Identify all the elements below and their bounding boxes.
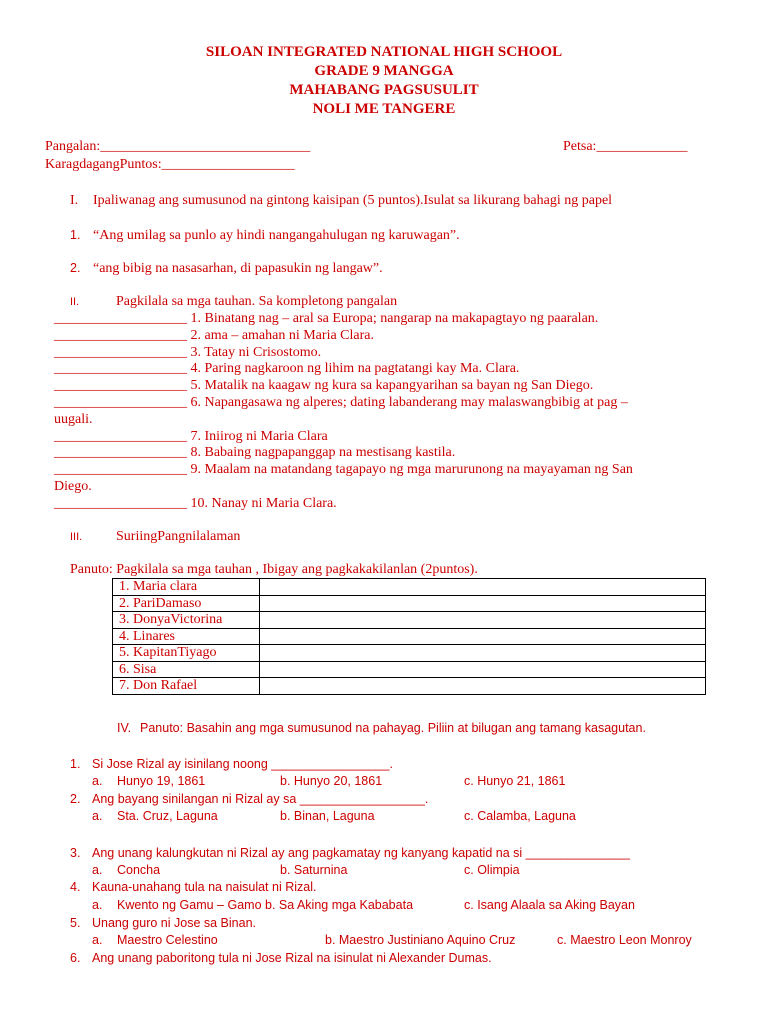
answer-cell[interactable] — [260, 678, 706, 695]
question — [70, 792, 428, 806]
identification-line: ___________________ 5. Matalik na kaagaw ng kura sa kapangyarihan sa bayan ng San Diego. — [54, 378, 594, 393]
table-row — [113, 595, 706, 612]
answer-cell[interactable] — [260, 595, 706, 612]
identification-line: ___________________ 3. Tatay ni Crisostomo. — [54, 345, 322, 360]
section1-item — [70, 261, 383, 277]
choice-letter: a. — [92, 809, 103, 823]
section1-item — [70, 228, 460, 244]
section1-numeral: I. — [70, 193, 79, 208]
question — [70, 916, 256, 930]
section4-instruction: Panuto: Basahin ang mga sumusunod na pahayag. Piliin at bilugan ang tamang kasagutan. — [140, 721, 646, 735]
question-number: 6. — [70, 951, 81, 965]
section3-title: SuriingPangnilalaman — [116, 529, 241, 544]
identification-line-continued: uugali. — [54, 412, 93, 427]
question — [70, 757, 393, 771]
section3-numeral: III. — [70, 531, 83, 543]
question-text: Si Jose Rizal ay isinilang noong _________________. — [92, 757, 393, 771]
choice-a[interactable]: Sta. Cruz, Laguna — [117, 809, 218, 823]
name-field: Pangalan:______________________________ — [45, 139, 311, 154]
question-text: Kauna-unahang tula na naisulat ni Rizal. — [92, 880, 317, 894]
choice-letter: a. — [92, 933, 103, 947]
character-table — [112, 578, 706, 695]
answer-cell[interactable] — [260, 661, 706, 678]
question-text: Ang unang kalungkutan ni Rizal ay ang pagkamatay ng kanyang kapatid na si _______________ — [92, 846, 630, 860]
character-name: 6. Sisa — [113, 661, 260, 678]
section4-numeral: IV. — [117, 721, 132, 735]
question — [70, 880, 316, 894]
identification-line: ___________________ 10. Nanay ni Maria Clara. — [54, 496, 337, 511]
choice-c[interactable]: c. Calamba, Laguna — [464, 809, 576, 823]
grade-section: GRADE 9 MANGGA — [314, 63, 454, 79]
choice-a-b[interactable]: Kwento ng Gamu – Gamo b. Sa Aking mga Kababata — [117, 898, 414, 912]
table-row — [113, 678, 706, 695]
identification-line: ___________________ 2. ama – amahan ni Maria Clara. — [54, 328, 374, 343]
table-row — [113, 628, 706, 645]
choice-c[interactable]: c. Maestro Leon Monroy — [557, 933, 692, 947]
question-number: 5. — [70, 916, 81, 930]
choice-letter: a. — [92, 863, 103, 877]
identification-line: ___________________ 7. Iniirog ni Maria Clara — [54, 429, 328, 444]
choice-b[interactable]: b. Hunyo 20, 1861 — [280, 774, 383, 788]
choice-c[interactable]: c. Hunyo 21, 1861 — [464, 774, 566, 788]
choice-c[interactable]: c. Olimpia — [464, 863, 520, 877]
identification-line: ___________________ 9. Maalam na matandang tagapayo ng mga marurunong na mayayaman ng San — [54, 462, 633, 477]
choice-letter: a. — [92, 898, 103, 912]
identification-line: ___________________ 6. Napangasawa ng alperes; dating labanderang may malaswangbibig at pag – — [54, 395, 628, 410]
item-text: “Ang umilag sa punlo ay hindi nangangahulugan ng karuwagan”. — [93, 228, 460, 243]
character-name: 4. Linares — [113, 628, 260, 645]
choice-b[interactable]: b. Saturnina — [280, 863, 348, 877]
question-text: Ang bayang sinilangan ni Rizal ay sa __________________. — [92, 792, 429, 806]
question-text: Ang unang paboritong tula ni Jose Rizal na isinulat ni Alexander Dumas. — [92, 951, 492, 965]
identification-line: ___________________ 4. Paring nagkaroon ng lihim na pagtatangi kay Ma. Clara. — [54, 361, 520, 376]
subject-title: NOLI ME TANGERE — [312, 101, 456, 117]
question — [70, 846, 630, 860]
question-number: 3. — [70, 846, 81, 860]
question-number: 1. — [70, 757, 81, 771]
table-row — [113, 612, 706, 629]
school-name: SILOAN INTEGRATED NATIONAL HIGH SCHOOL — [205, 44, 563, 60]
question-text: Unang guro ni Jose sa Binan. — [92, 916, 256, 930]
section2-instruction: Pagkilala sa mga tauhan. Sa kompletong pangalan — [116, 294, 398, 309]
table-row — [113, 579, 706, 596]
date-field: Petsa:_____________ — [563, 139, 688, 154]
character-name: 1. Maria clara — [113, 579, 260, 596]
identification-line: ___________________ 1. Binatang nag – aral sa Europa; nangarap na makapagtayo ng paaralan. — [54, 311, 599, 326]
item-text: “ang bibig na nasasarhan, di papasukin ng langaw”. — [93, 261, 383, 276]
choice-a[interactable]: Hunyo 19, 1861 — [117, 774, 206, 788]
table-row — [113, 645, 706, 662]
character-name: 2. PariDamaso — [113, 595, 260, 612]
extra-points-field: KaragdagangPuntos:___________________ — [45, 157, 295, 172]
answer-cell[interactable] — [260, 628, 706, 645]
character-name: 5. KapitanTiyago — [113, 645, 260, 662]
choice-a[interactable]: Maestro Celestino — [117, 933, 218, 947]
section2-numeral: II. — [70, 296, 80, 308]
question — [70, 951, 492, 965]
choice-b[interactable]: b. Maestro Justiniano Aquino Cruz — [325, 933, 516, 947]
answer-cell[interactable] — [260, 579, 706, 596]
choice-c[interactable]: c. Isang Alaala sa Aking Bayan — [464, 898, 635, 912]
item-number: 1. — [70, 228, 81, 242]
table-row — [113, 661, 706, 678]
character-name: 7. Don Rafael — [113, 678, 260, 695]
item-number: 2. — [70, 261, 81, 275]
section1-instruction: Ipaliwanag ang sumusunod na gintong kaisipan (5 puntos).Isulat sa likurang bahagi ng papel — [93, 193, 613, 208]
choice-b[interactable]: b. Binan, Laguna — [280, 809, 375, 823]
question-number: 4. — [70, 880, 81, 894]
question-number: 2. — [70, 792, 81, 806]
character-name: 3. DonyaVictorina — [113, 612, 260, 629]
identification-line: ___________________ 8. Babaing nagpapanggap na mestisang kastila. — [54, 445, 456, 460]
exam-title: MAHABANG PAGSUSULIT — [289, 82, 479, 98]
choice-a[interactable]: Concha — [117, 863, 161, 877]
answer-cell[interactable] — [260, 612, 706, 629]
choice-letter: a. — [92, 774, 103, 788]
identification-line-continued: Diego. — [54, 479, 92, 494]
section3-instruction: Panuto: Pagkilala sa mga tauhan , Ibigay ang pagkakakilanlan (2puntos). — [70, 562, 478, 577]
answer-cell[interactable] — [260, 645, 706, 662]
